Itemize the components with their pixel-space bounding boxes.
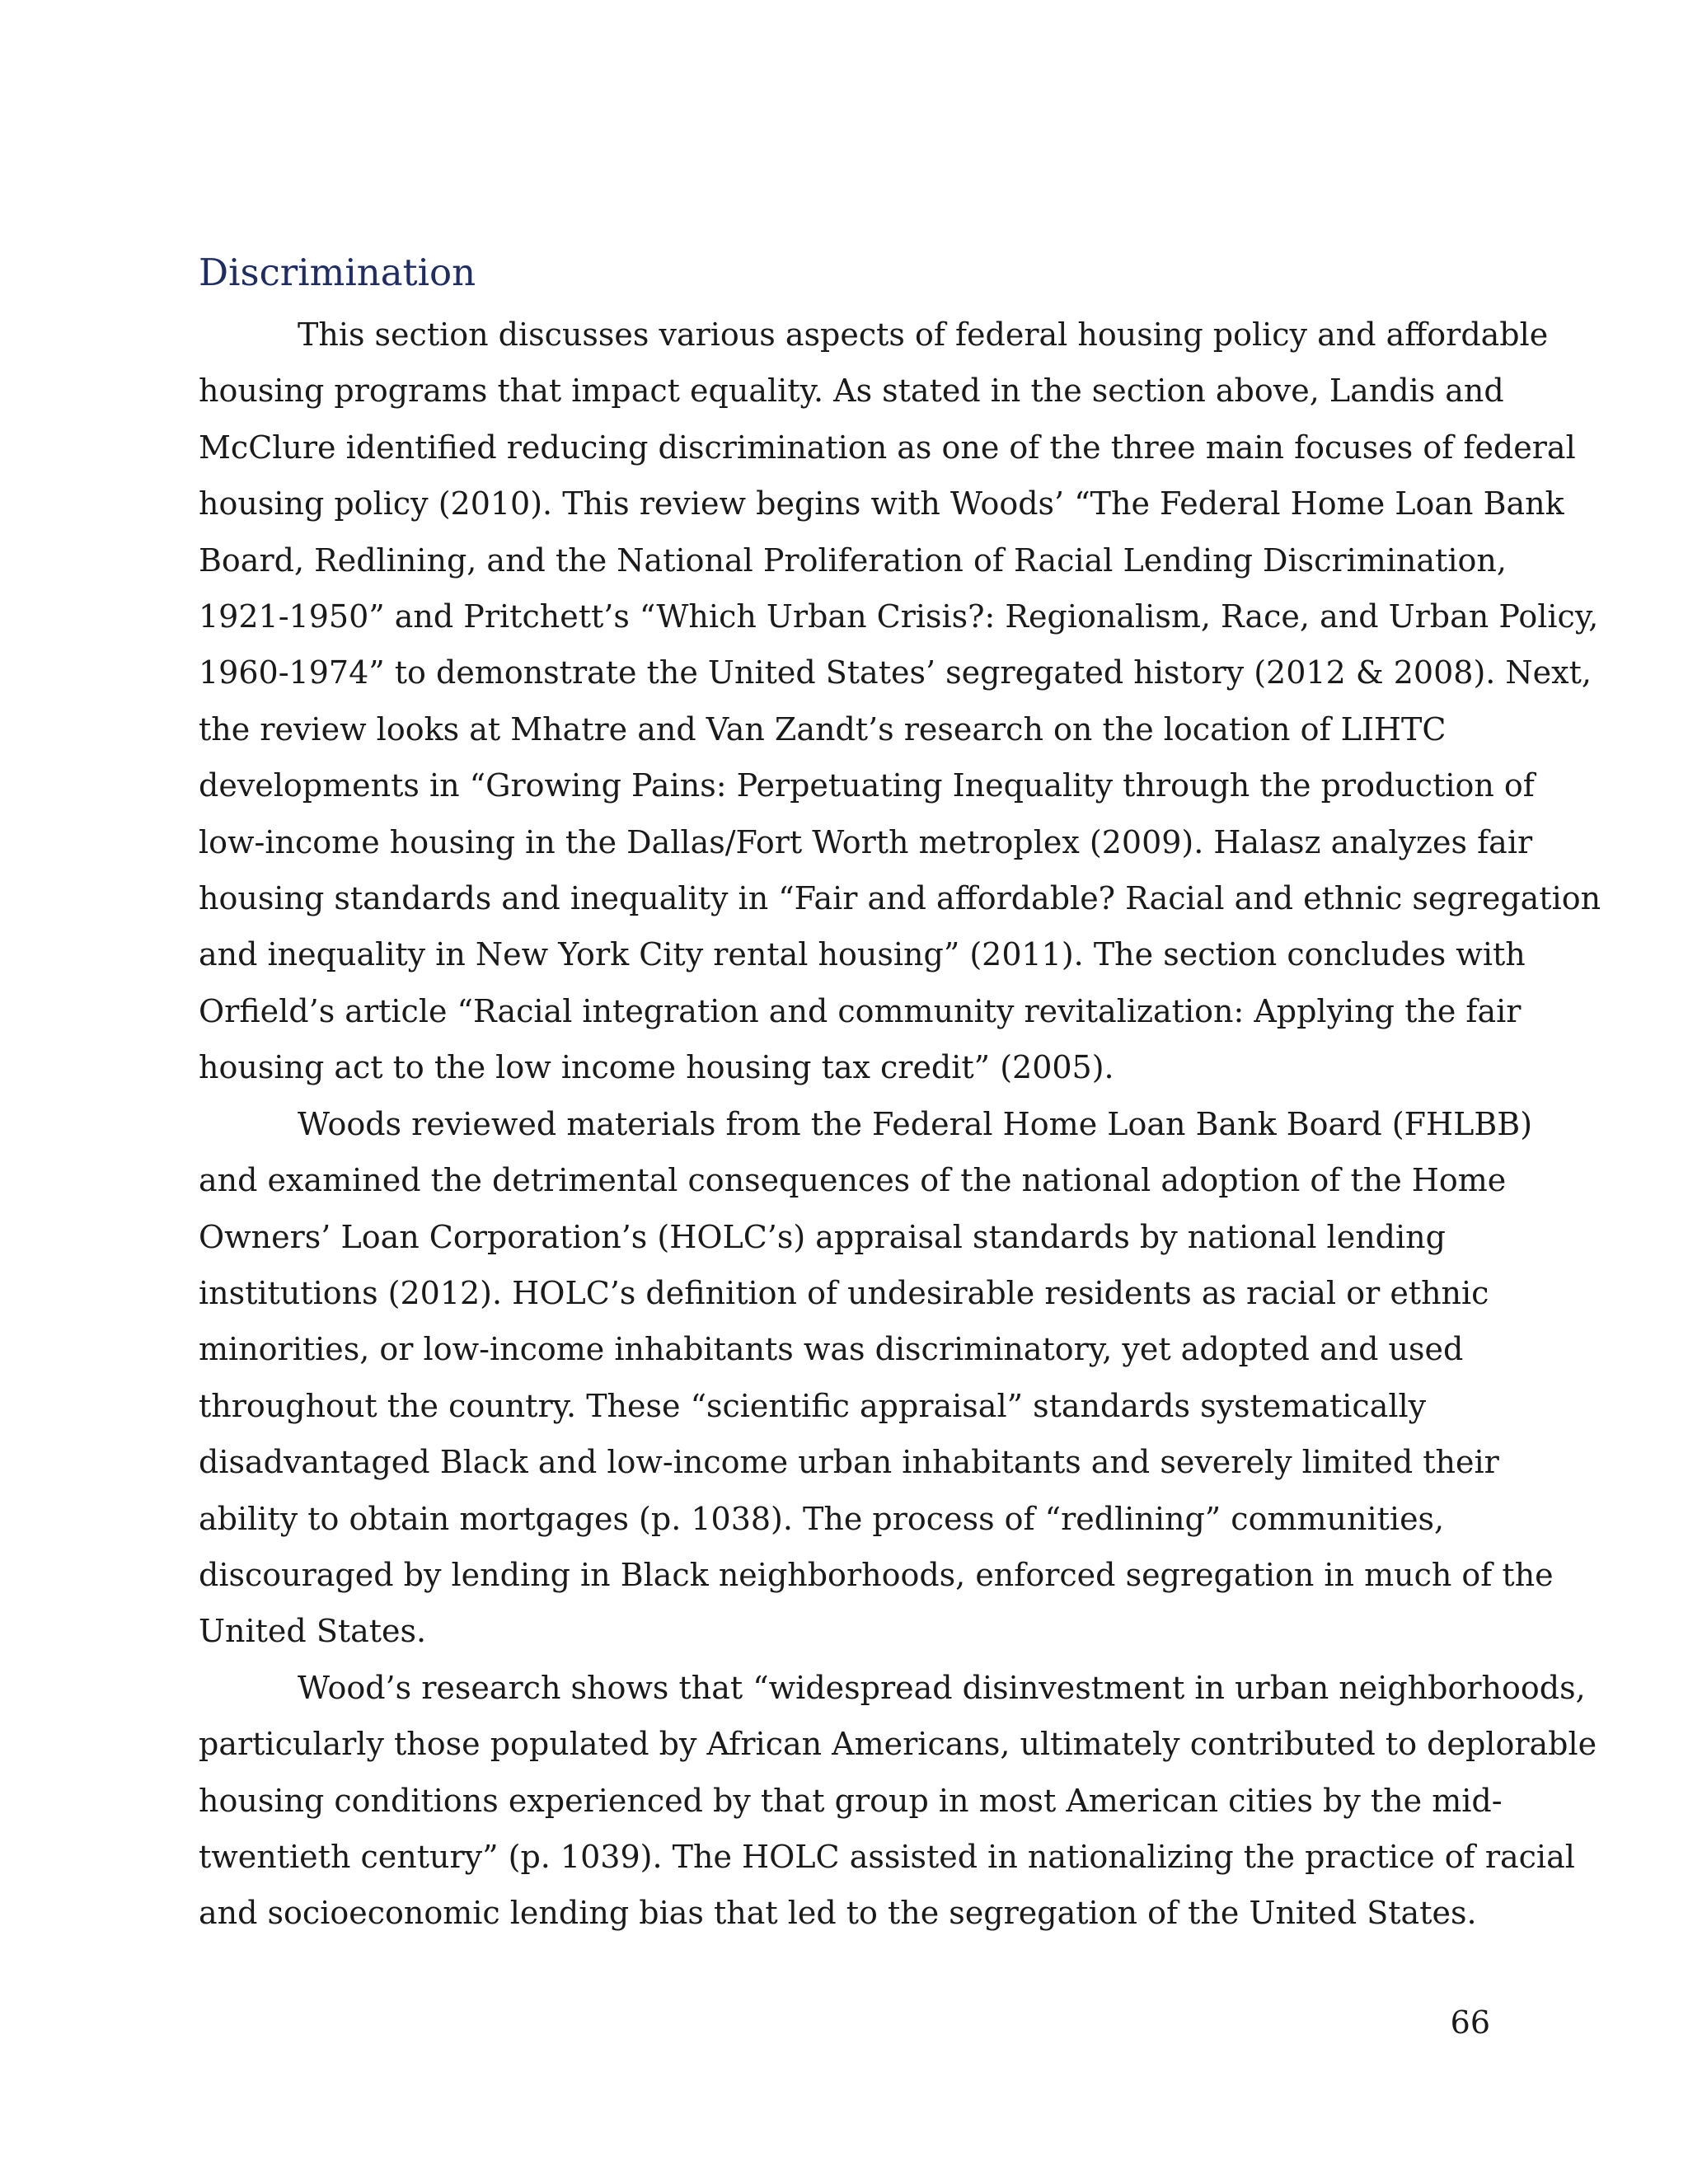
text-line: and socioeconomic lending bias that led to the segregation of the United States. [199, 1895, 1477, 1932]
text-line: 1960-1974” to demonstrate the United States’ segregated history (2012 & 2008). Next, [199, 654, 1592, 691]
text-line: minorities, or low-income inhabitants was discriminatory, yet adopted and used [199, 1331, 1464, 1368]
text-line: housing conditions experienced by that group in most American cities by the mid- [199, 1782, 1503, 1819]
text-line: low-income housing in the Dallas/Fort Worth metroplex (2009). Halasz analyzes fair [199, 823, 1533, 860]
section-heading: Discrimination [199, 251, 476, 294]
text-line: twentieth century” (p. 1039). The HOLC assisted in nationalizing the practice of racial [199, 1838, 1575, 1875]
paragraph [199, 1096, 1554, 1660]
text-line: This section discusses various aspects of federal housing policy and affordable [298, 316, 1549, 353]
text-line: developments in “Growing Pains: Perpetuating Inequality through the production of [199, 767, 1535, 804]
text-line: Woods reviewed materials from the Federal Home Loan Bank Board (FHLBB) [298, 1105, 1533, 1142]
text-line: Orfield’s article “Racial integration and community revitalization: Applying the fair [199, 992, 1522, 1029]
paragraph [199, 307, 1601, 1096]
text-line: and examined the detrimental consequences of the national adoption of the Home [199, 1162, 1507, 1199]
text-line: housing act to the low income housing tax credit” (2005). [199, 1049, 1114, 1086]
text-line: discouraged by lending in Black neighborhoods, enforced segregation in much of the [199, 1556, 1554, 1593]
body-text [199, 307, 1601, 1942]
text-line: particularly those populated by African Americans, ultimately contributed to deplorable [199, 1726, 1597, 1763]
text-line: McClure identified reducing discrimination as one of the three main focuses of federal [199, 429, 1576, 466]
text-line: and inequality in New York City rental housing” (2011). The section concludes with [199, 936, 1526, 973]
text-line: Board, Redlining, and the National Proliferation of Racial Lending Discrimination, [199, 541, 1507, 579]
text-line: the review looks at Mhatre and Van Zandt’s research on the location of LIHTC [199, 710, 1447, 748]
text-line: ability to obtain mortgages (p. 1038). The process of “redlining” communities, [199, 1500, 1445, 1537]
text-line: housing standards and inequality in “Fair and affordable? Racial and ethnic segregation [199, 880, 1601, 917]
paragraph [199, 1660, 1597, 1942]
text-line: throughout the country. These “scientific appraisal” standards systematically [199, 1387, 1427, 1424]
text-line: United States. [199, 1613, 427, 1650]
text-line: institutions (2012). HOLC’s definition of undesirable residents as racial or ethnic [199, 1274, 1489, 1311]
text-line: Wood’s research shows that “widespread disinvestment in urban neighborhoods, [298, 1669, 1586, 1706]
text-line: Owners’ Loan Corporation’s (HOLC’s) appraisal standards by national lending [199, 1218, 1446, 1255]
text-line: disadvantaged Black and low-income urban inhabitants and severely limited their [199, 1444, 1499, 1481]
text-line: housing policy (2010). This review begins with Woods’ “The Federal Home Loan Bank [199, 485, 1564, 523]
text-line: housing programs that impact equality. As stated in the section above, Landis and [199, 373, 1504, 410]
text-line: 1921-1950” and Pritchett’s “Which Urban Crisis?: Regionalism, Race, and Urban Policy, [199, 598, 1599, 635]
page-number: 66 [1450, 2004, 1490, 2041]
